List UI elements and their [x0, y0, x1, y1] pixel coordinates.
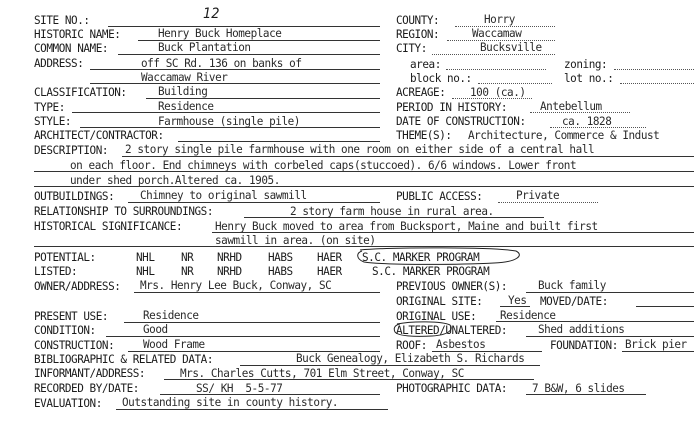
listed-label: LISTED:	[34, 264, 78, 279]
foundation-value: Brick pier	[625, 337, 687, 352]
listed-marker: S.C. MARKER PROGRAM	[372, 264, 490, 279]
site-no-value: 12	[203, 5, 220, 23]
architect-label: ARCHITECT/CONTRACTOR:	[34, 128, 164, 143]
public-access-value: Private	[516, 188, 560, 203]
relationship-label: RELATIONSHIP TO SURROUNDINGS:	[34, 204, 214, 219]
address-line-2: Waccamaw River	[141, 70, 228, 85]
type-value: Residence	[158, 99, 214, 114]
recorded-label: RECORDED BY/DATE:	[34, 381, 139, 396]
description-rule-1	[122, 156, 694, 157]
outbuildings-line	[128, 202, 380, 203]
potential-nr: NR	[181, 250, 194, 265]
altered-circle	[392, 320, 454, 338]
previous-owner-value: Buck family	[538, 278, 606, 293]
original-site-line	[500, 306, 530, 307]
potential-marker: S.C. MARKER PROGRAM	[362, 250, 480, 265]
listed-habs: HABS	[268, 264, 293, 279]
city-label: CITY:	[396, 41, 427, 56]
recorded-value: SS/ KH 5-5-77	[196, 381, 283, 396]
potential-haer: HAER	[317, 250, 342, 265]
significance-label: HISTORICAL SIGNIFICANCE:	[34, 219, 183, 234]
zoning-label: zoning:	[564, 57, 608, 72]
description-line-3: under shed porch.Altered ca. 1905.	[70, 173, 280, 188]
informant-value: Mrs. Charles Cutts, 701 Elm Street, Conway, SC	[180, 366, 464, 381]
listed-haer: HAER	[317, 264, 342, 279]
original-use-value: Residence	[500, 308, 556, 323]
block-line	[478, 83, 552, 84]
foundation-line	[622, 351, 694, 352]
marker-program-circle	[354, 246, 524, 266]
potential-nrhd: NRHD	[217, 250, 242, 265]
condition-label: CONDITION:	[34, 323, 96, 338]
historic-name-label: HISTORIC NAME:	[34, 27, 121, 42]
region-label: REGION:	[396, 27, 440, 42]
condition-value: Good	[143, 322, 168, 337]
period-label: PERIOD IN HISTORY:	[396, 100, 508, 115]
original-site-value: Yes	[508, 293, 527, 308]
foundation-label: FOUNDATION:	[550, 338, 618, 353]
period-value: Antebellum	[540, 99, 602, 114]
informant-line	[164, 379, 534, 380]
outbuildings-value: Chimney to original sawmill	[140, 188, 307, 203]
informant-label: INFORMANT/ADDRESS:	[34, 366, 146, 381]
significance-line-1: Henry Buck moved to area from Bucksport, Maine and built first	[215, 219, 598, 234]
description-line-1: 2 story single pile farmhouse with one room on either side of a central hall	[125, 142, 595, 157]
county-value: Horry	[484, 12, 515, 27]
county-label: COUNTY:	[396, 13, 440, 28]
description-rule-2	[34, 171, 694, 172]
date-value: ca. 1828	[562, 114, 612, 129]
owner-value: Mrs. Henry Lee Buck, Conway, SC	[140, 278, 332, 293]
original-use-label: ORIGINAL USE:	[396, 309, 477, 324]
block-label: block no.:	[410, 71, 472, 86]
common-name-label: COMMON NAME:	[34, 41, 109, 56]
bibliographic-label: BIBLIOGRAPHIC & RELATED DATA:	[34, 352, 214, 367]
historic-name-value: Henry Buck Homeplace	[158, 26, 282, 41]
evaluation-label: EVALUATION:	[34, 396, 102, 411]
potential-label: POTENTIAL:	[34, 250, 96, 265]
relationship-line	[244, 217, 544, 218]
city-value: Bucksville	[480, 40, 542, 55]
significance-line-2: sawmill in area. (on site)	[215, 233, 376, 248]
acreage-line	[452, 98, 532, 99]
previous-owner-label: PREVIOUS OWNER(S):	[396, 279, 508, 294]
type-label: TYPE:	[34, 100, 65, 115]
common-name-line	[118, 54, 380, 55]
present-use-value: Residence	[143, 308, 199, 323]
acreage-label: ACREAGE:	[396, 85, 446, 100]
listed-nhl: NHL	[136, 264, 155, 279]
region-value: Waccamaw	[472, 26, 522, 41]
lot-label: lot no.:	[564, 71, 614, 86]
period-line	[530, 112, 630, 113]
altered-label: ALTERED/UNALTERED:	[396, 323, 508, 338]
construction-value: Wood Frame	[143, 337, 205, 352]
construction-label: CONSTRUCTION:	[34, 338, 115, 353]
address-label: ADDRESS:	[34, 56, 84, 71]
description-rule-3	[34, 186, 694, 187]
photographic-line	[526, 394, 646, 395]
outbuildings-label: OUTBUILDINGS:	[34, 189, 115, 204]
present-use-label: PRESENT USE:	[34, 309, 109, 324]
description-line-2: on each floor. End chimneys with corbeled caps(stuccoed). 6/6 windows. Lower front	[70, 158, 577, 173]
potential-habs: HABS	[268, 250, 293, 265]
previous-owner-line	[526, 292, 694, 293]
acreage-value: 100 (ca.)	[470, 85, 526, 100]
zoning-line	[614, 69, 694, 70]
date-label: DATE OF CONSTRUCTION:	[396, 114, 526, 129]
listed-nr: NR	[181, 264, 194, 279]
site-no-label: SITE NO.:	[34, 13, 90, 28]
altered-value: Shed additions	[538, 322, 625, 337]
area-line	[446, 69, 546, 70]
roof-label: ROOF:	[396, 338, 427, 353]
moved-line	[636, 306, 694, 307]
potential-nhl: NHL	[136, 250, 155, 265]
address-line-1: off SC Rd. 136 on banks of	[141, 56, 302, 71]
common-name-value: Buck Plantation	[158, 40, 251, 55]
style-label: STYLE:	[34, 114, 72, 129]
moved-label: MOVED/DATE:	[540, 294, 608, 309]
owner-label: OWNER/ADDRESS:	[34, 279, 121, 294]
address-line-rule-1	[90, 69, 380, 70]
classification-value: Building	[158, 84, 208, 99]
classification-label: CLASSIFICATION:	[34, 85, 127, 100]
listed-nrhd: NRHD	[217, 264, 242, 279]
themes-value: Architecture, Commerce & Indust	[468, 128, 660, 143]
description-label: DESCRIPTION:	[34, 143, 109, 158]
relationship-value: 2 story farm house in rural area.	[290, 204, 494, 219]
roof-value: Asbestos	[436, 337, 486, 352]
address-line-rule-2	[90, 83, 380, 84]
evaluation-line	[116, 409, 388, 410]
evaluation-value: Outstanding site in county history.	[122, 395, 339, 410]
photographic-label: PHOTOGRAPHIC DATA:	[396, 381, 508, 396]
owner-line	[134, 292, 380, 293]
photographic-value: 7 B&W, 6 slides	[532, 381, 625, 396]
area-label: area:	[410, 57, 441, 72]
public-access-line	[498, 202, 598, 203]
bibliographic-value: Buck Genealogy, Elizabeth S. Richards	[296, 351, 525, 366]
type-line	[72, 112, 380, 113]
style-value: Farmhouse (single pile)	[158, 114, 300, 129]
city-line	[432, 54, 555, 55]
themes-label: THEME(S):	[396, 128, 452, 143]
lot-line	[620, 83, 694, 84]
public-access-label: PUBLIC ACCESS:	[396, 189, 483, 204]
original-site-label: ORIGINAL SITE:	[396, 294, 483, 309]
